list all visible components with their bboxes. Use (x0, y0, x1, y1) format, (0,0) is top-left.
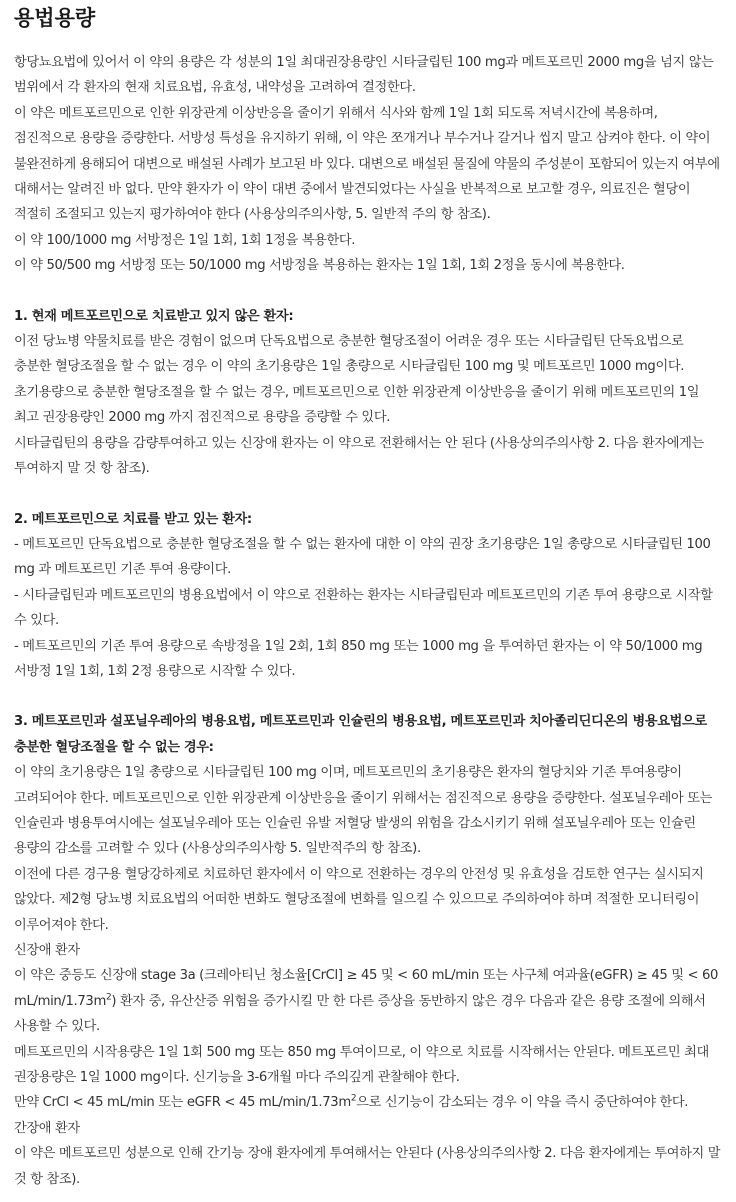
section-2-heading: 2. 메트포르민으로 치료를 받고 있는 환자: (14, 511, 252, 527)
renal-heading: 신장애 환자 (14, 943, 80, 958)
intro-paragraph-2: 이 약은 메트포르민으로 인한 위장관계 이상반응을 줄이기 위해서 식사와 함께 1일 1회 되도록 저녁시간에 복용하며, 점진적으로 용량을 증량한다. 서방성 특성을 유지하기 위해, 이 약은 쪼개거나 부수거나 갈거나 씹지 말고 삼켜야 한다. 이 약이 불완전하게 용해되어 대변으로 배설된 사례가 보고된 바 있다. 대변으로 배설된 물질에 약물의 주성분이 포함되어 있는지 여부에 대해서는 알려진 바 없다. 만약 환자가 이 약이 대변 중에서 발견되었다는 사실을 반복적으로 보고할 경우, 의료진은 혈당이 적절히 조절되고 있는지 평가하여야 한다 (사용상의주의사항, 5. 일반적 주의 항 참조). (14, 105, 720, 223)
intro-paragraph-3: 이 약 100/1000 mg 서방정은 1일 1회, 1회 1정을 복용한다. (14, 232, 356, 248)
section-3-paragraph-2: 이전에 다른 경구용 혈당강하제로 치료하던 환자에서 이 약으로 전환하는 경우의 안전성 및 유효성을 검토한 연구는 실시되지 않았다. 제2형 당뇨병 치료요법의 어떠한 변화도 혈당조절에 변화를 일으킬 수 있으므로 주의하여야 하며 적절한 모니터링이 이루어져야 한다. (14, 866, 704, 933)
section-1-heading: 1. 현재 메트포르민으로 치료받고 있지 않은 환자: (14, 308, 294, 324)
renal-paragraph-3-text-b: 으로 신기능이 감소되는 경우 이 약을 즉시 중단하여야 한다. (356, 1095, 689, 1111)
section-1-paragraph-2: 시타글립틴의 용량을 감량투여하고 있는 신장애 환자는 이 약으로 전환해서는 안 된다 (사용상의주의사항 2. 다음 환자에게는 투여하지 말 것 항 참조). (14, 435, 704, 477)
spacer (14, 279, 722, 304)
section-3-heading: 3. 메트포르민과 설포닐우레아의 병용요법, 메트포르민과 인슐린의 병용요법, 메트포르민과 치아졸리딘디온의 병용요법으로 충분한 혈당조절을 할 수 없는 경우: (14, 714, 707, 755)
renal-paragraph-2: 메트포르민의 시작용량은 1일 1회 500 mg 또는 850 mg 투여이므로, 이 약으로 치료를 시작해서는 안된다. 메트포르민 최대 권장용량은 1일 1000 mg이다. 신기능을 3-6개월 마다 주의깊게 관찰해야 한다. (14, 1044, 709, 1086)
renal-paragraph-1-text-a: 이 약은 중등도 신장애 stage 3a (크레아티닌 청소율[CrCl] ≥ 45 및 < 60 mL/min 또는 사구체 여과율(eGFR) ≥ 45 및 < 60 mL/min/1.73m (14, 968, 719, 1009)
superscript-2: 2 (105, 992, 112, 1003)
section-2-paragraph-2: - 시타글립틴과 메트포르민의 병용요법에서 이 약으로 전환하는 환자는 시타글립틴과 메트포르민의 기존 투여 용량으로 시작할 수 있다. (14, 587, 713, 629)
renal-paragraph-1-text-b: ) 환자 중, 유산산증 위험을 증가시킬 만 한 다른 증상을 동반하지 않은 경우 다음과 같은 용량 조절에 의해서 사용할 수 있다. (14, 993, 706, 1035)
intro-paragraph-4: 이 약 50/500 mg 서방정 또는 50/1000 mg 서방정을 복용하는 환자는 1일 1회, 1회 2정을 동시에 복용한다. (14, 258, 625, 274)
spacer (14, 684, 722, 709)
page-title: 용법용량 (14, 6, 96, 30)
section-3-paragraph-1: 이 약의 초기용량은 1일 총량으로 시타글립틴 100 mg 이며, 메트포르민의 초기용량은 환자의 혈당치와 기존 투여용량이 고려되어야 한다. 메트포르민으로 인한 위장관계 이상반응을 줄이기 위해서는 점진적으로 용량을 증량한다. 설포닐우레아 또는 인슐린과 병용투여시에는 설포닐우레아 또는 인슐린 유발 저혈당 발생의 위험을 감소시키기 위해 설포닐우레아 또는 인슐린 용량의 감소를 고려할 수 있다 (사용상의주의사항 5. 일반적주의 항 참조). (14, 765, 713, 857)
renal-paragraph-3-text-a: 만약 CrCl < 45 mL/min 또는 eGFR < 45 mL/min/1.73m (14, 1095, 351, 1111)
section-2-paragraph-1: - 메트포르민 단독요법으로 충분한 혈당조절을 할 수 없는 환자에 대한 이 약의 권장 초기용량은 1일 총량으로 시타글립틴 100 mg 과 메트포르민 기존 투여 용량이다. (14, 536, 711, 578)
spacer (14, 482, 722, 507)
renal-paragraph-1 (14, 963, 722, 1039)
hepatic-heading: 간장애 환자 (14, 1120, 80, 1136)
superscript-2: 2 (350, 1094, 357, 1105)
renal-paragraph-3 (14, 1090, 722, 1115)
hepatic-paragraph-1: 이 약은 메트포르민 성분으로 인해 간기능 장애 환자에게 투여해서는 안된다 (사용상의주의사항 2. 다음 환자에게는 투여하지 말 것 항 참조). (14, 1146, 721, 1187)
intro-paragraph-1: 항당뇨요법에 있어서 이 약의 용량은 각 성분의 1일 최대권장용량인 시타글립틴 100 mg과 메트포르민 2000 mg을 넘지 않는 범위에서 각 환자의 현재 치료요법, 유효성, 내약성을 고려하여 결정한다. (14, 55, 714, 96)
section-2-paragraph-3: - 메트포르민의 기존 투여 용량으로 속방정을 1일 2회, 1회 850 mg 또는 1000 mg 을 투여하던 환자는 이 약 50/1000 mg 서방정 1일 1회, 1회 2정 용량으로 시작할 수 있다. (14, 638, 703, 679)
section-1-paragraph-1: 이전 당뇨병 약물치료를 받은 경험이 없으며 단독요법으로 충분한 혈당조절이 어려운 경우 또는 시타글립틴 단독요법으로 충분한 혈당조절을 할 수 없는 경우 이 약의 초기용량은 1일 총량으로 시타글립틴 100 mg 및 메트포르민 1000 mg이다. 초기용량으로 충분한 혈당조절을 할 수 없는 경우, 메트포르민으로 인한 위장관계 이상반응을 줄이기 위해 메트포르민의 1일 최고 권장용량인 2000 mg 까지 점진적으로 용량을 증량할 수 있다. (14, 334, 700, 426)
